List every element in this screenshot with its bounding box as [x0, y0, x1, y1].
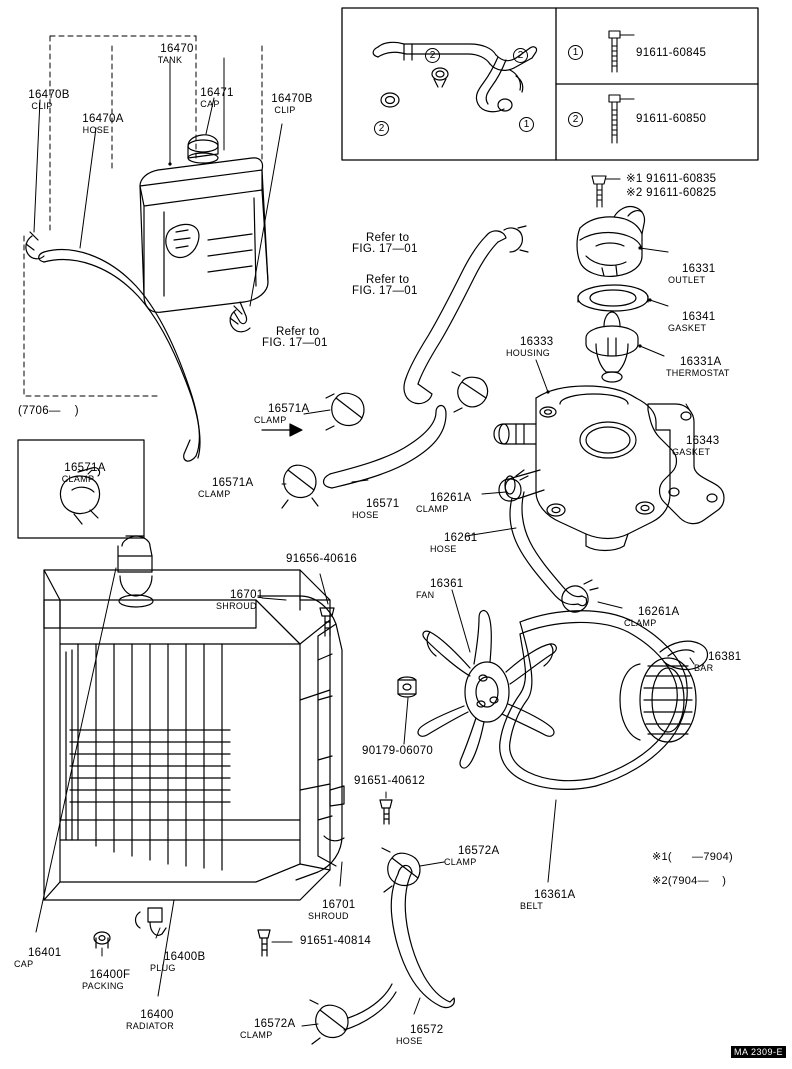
- date-range-note: (7706— ): [18, 405, 79, 417]
- inset-circle-2: 2: [568, 112, 583, 127]
- inset-circle-1: 1: [568, 45, 583, 60]
- bolt-code-1: 91611-60845: [636, 47, 707, 59]
- part-16400: 16400 RADIATOR: [125, 1008, 175, 1031]
- inset-hose-circle-d: 1: [519, 117, 534, 132]
- part-16381: 16381 BAR: [694, 650, 742, 673]
- part-16572A-bottom: 16572A CLAMP: [240, 1017, 296, 1040]
- star-bolt-1-label: ※1 91611-60835: [626, 173, 717, 185]
- part-16333: 16333 HOUSING: [506, 335, 554, 358]
- part-16701-upper: 16701 SHROUD: [216, 588, 264, 611]
- sheet-code: MA 2309-E: [731, 1046, 786, 1058]
- bolt-code-2: 91611-60850: [636, 113, 707, 125]
- part-16331: 16331 OUTLET: [668, 262, 716, 285]
- part-16571: 16571 HOSE: [352, 497, 400, 520]
- footnote-2: ※2(7904— ): [652, 875, 727, 887]
- part-16361A: 16361A BELT: [520, 888, 576, 911]
- part-16701-lower: 16701 SHROUD: [308, 898, 356, 921]
- part-16361: 16361 FAN: [416, 577, 464, 600]
- inset-hose-circle-a: 2: [425, 48, 440, 63]
- part-16261A-lower: 16261A CLAMP: [624, 605, 680, 628]
- refer-note-1: Refer to FIG. 17—01: [352, 231, 418, 255]
- part-91651-40814: 91651-40814: [300, 935, 372, 947]
- part-16571A-inset: 16571A CLAMP: [61, 461, 106, 484]
- part-16572: 16572 HOSE: [396, 1023, 444, 1046]
- part-16572A-top: 16572A CLAMP: [444, 844, 500, 867]
- part-91656-40616: 91656-40616: [286, 553, 358, 565]
- part-16470A: 16470A HOSE: [82, 112, 124, 135]
- part-16261A-upper: 16261A CLAMP: [416, 491, 472, 514]
- star-bolt-2-label: ※2 91611-60825: [626, 187, 717, 199]
- part-16343: 16343 GASKET: [672, 434, 720, 457]
- part-16470: 16470 TANK: [157, 42, 194, 65]
- part-90179-06070: 90179-06070: [362, 745, 434, 757]
- part-91651-40612: 91651-40612: [354, 775, 426, 787]
- part-16400F: 16400F PACKING: [82, 968, 131, 991]
- part-16400B: 16400B PLUG: [150, 950, 206, 973]
- footnote-1: ※1( —7904): [652, 851, 733, 863]
- refer-note-2: Refer to FIG. 17—01: [352, 273, 418, 297]
- part-16471: 16471 CAP: [200, 86, 234, 109]
- inset-hose-circle-c: 2: [374, 121, 389, 136]
- part-16571A-mid: 16571A CLAMP: [198, 476, 254, 499]
- part-16470B-right: 16470B CLIP: [271, 92, 313, 115]
- inset-hose-circle-b: 2: [513, 48, 528, 63]
- part-16401: 16401 CAP: [14, 946, 62, 969]
- part-16331A: 16331A THERMOSTAT: [666, 355, 730, 378]
- part-16341: 16341 GASKET: [668, 310, 716, 333]
- part-16261: 16261 HOSE: [430, 531, 478, 554]
- part-16470B-left: 16470B CLIP: [28, 88, 70, 111]
- part-16571A-top: 16571A CLAMP: [254, 402, 310, 425]
- refer-note-3: Refer to FIG. 17—01: [262, 325, 328, 349]
